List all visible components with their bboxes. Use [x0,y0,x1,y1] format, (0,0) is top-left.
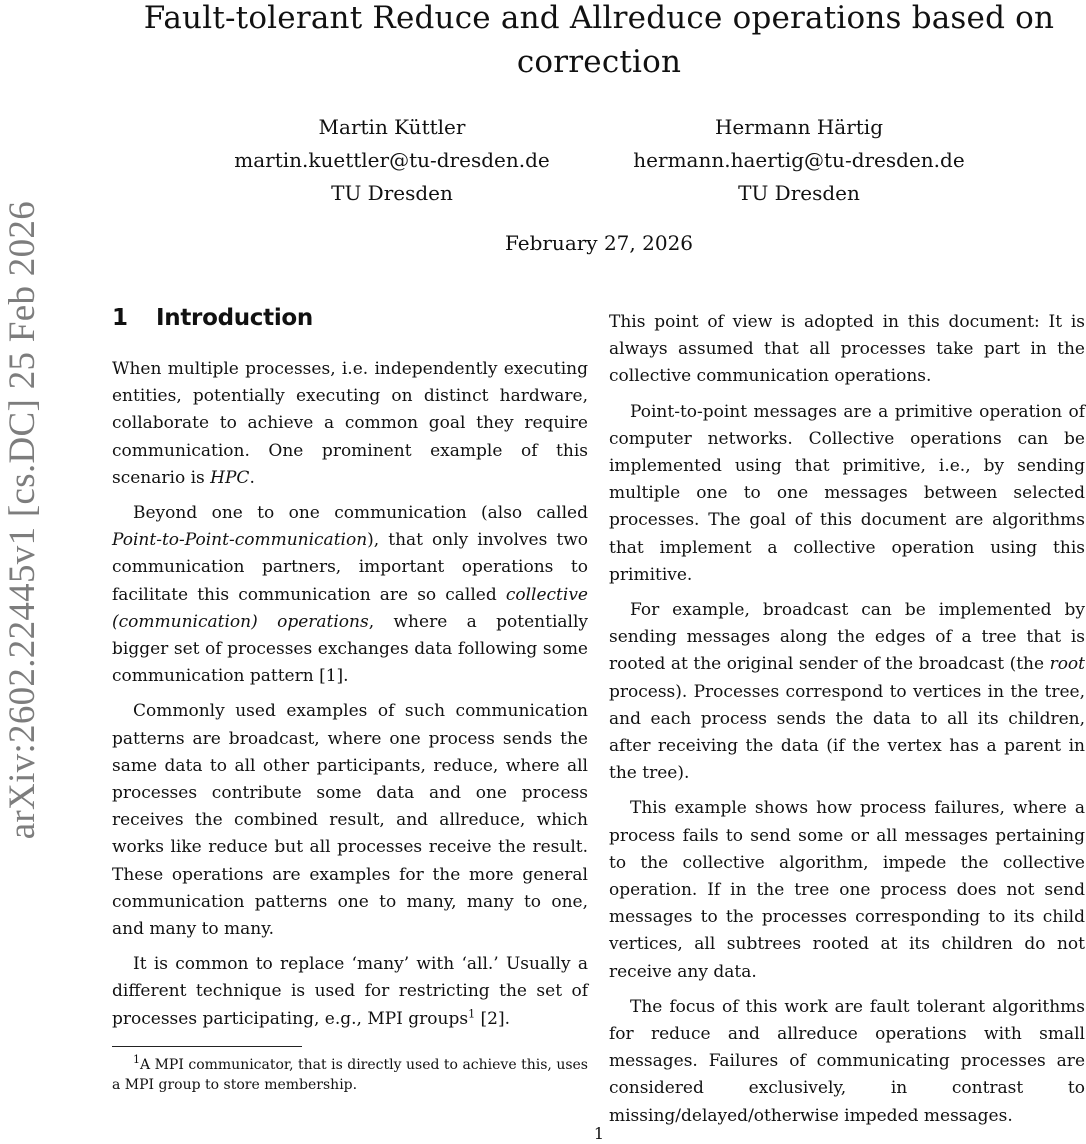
emphasis: root [1049,654,1085,675]
text-run: It is common to replace ‘many’ with ‘all.’ Usually a different technique is used for restricting the set of processes participating, e.g., MPI groups [112,954,588,1029]
paragraph: This point of view is adopted in this document: It is always assumed that all processes take part in the collective communication operations. [609,312,1085,387]
author-block-2 [612,111,986,210]
author-affiliation: TU Dresden [738,181,860,205]
paragraph: This example shows how process failures, where a process fails to send some or all messages pertaining to the collective algorithm, impede the collective operation. If in the tree one process does not send messages to the processes corresponding to its child vertices, all subtrees rooted at its children do not receive any data. [609,798,1085,982]
text-run: process). Processes correspond to vertices in the tree, and each process sends the data to all its children, after receiving the data (if the vertex has a parent in the tree). [609,681,1085,784]
paragraph [112,356,588,492]
emphasis: Point-to-Point-communication [112,530,368,551]
paper-date: February 27, 2026 [504,231,694,255]
text-run: For example, broadcast can be implemented by sending messages along the edges of a tree that is rooted at the original sender of the broadcast (the [609,600,1085,675]
footnote-text: A MPI communicator, that is directly used to achieve this, uses a MPI group to store membership. [112,1056,588,1093]
text-run: ), that only involves two communication partners, important operations to facilitate this communication are so called [112,530,588,605]
footnote [112,1055,588,1095]
text-run: . [249,467,255,488]
arxiv-identifier: arXiv:2602.22445v1 [cs.DC] 25 Feb 2026 [1,200,43,840]
paragraph: Commonly used examples of such communication patterns are broadcast, where one process sends the same data to all other participants, reduce, where all processes contribute some data and one process receives the combined result, and allreduce, which works like reduce but all processes receive the result. These operations are examples for the more general communication patterns one to many, many to one, and many to many. [112,701,588,940]
text-run: Beyond one to one communication (also called [133,503,588,524]
paragraph [112,951,588,1033]
footnote-rule [112,1046,302,1047]
footnote-mark: 1 [133,1053,140,1067]
author-block-1 [212,111,572,210]
text-run: When multiple processes, i.e. independently executing entities, potentially executing on distinct hardware, collaborate to achieve a common goal they require communication. One prominent example of this scenario is [112,359,588,488]
right-column [609,309,1085,1138]
left-column [112,300,588,1095]
emphasis: collective (communication) operations [112,584,588,632]
section-number: 1 [112,305,128,331]
author-name: Martin Küttler [318,115,466,139]
arxiv-sidebar [2,140,42,900]
paragraph [112,500,588,690]
emphasis: HPC [210,467,250,488]
author-email: hermann.haertig@tu-dresden.de [633,148,965,172]
author-name: Hermann Härtig [714,115,883,139]
paragraph: The focus of this work are fault tolerant algorithms for reduce and allreduce operations with small messages. Failures of communicating processes are considered exclusively, in contrast to missing/delayed/otherwise impeded messages. [609,996,1085,1126]
paper-title: Fault-tolerant Reduce and Allreduce operations based on correction [143,0,1055,80]
page-number: 1 [593,1124,605,1143]
section-title: Introduction [156,305,313,331]
paragraph [609,597,1085,787]
author-affiliation: TU Dresden [331,181,453,205]
section-heading [112,300,588,336]
text-run: [2]. [475,1008,510,1029]
footnote-ref: 1 [468,1007,476,1021]
author-email: martin.kuettler@tu-dresden.de [234,148,550,172]
text-run: , where a potentially bigger set of processes exchanges data following some communication pattern [1]. [112,611,588,687]
paragraph: Point-to-point messages are a primitive operation of computer networks. Collective operations can be implemented using that primitive, i.e., by sending multiple one to one messages between selected processes. The goal of this document are algorithms that implement a collective operation using this primitive. [609,401,1085,585]
